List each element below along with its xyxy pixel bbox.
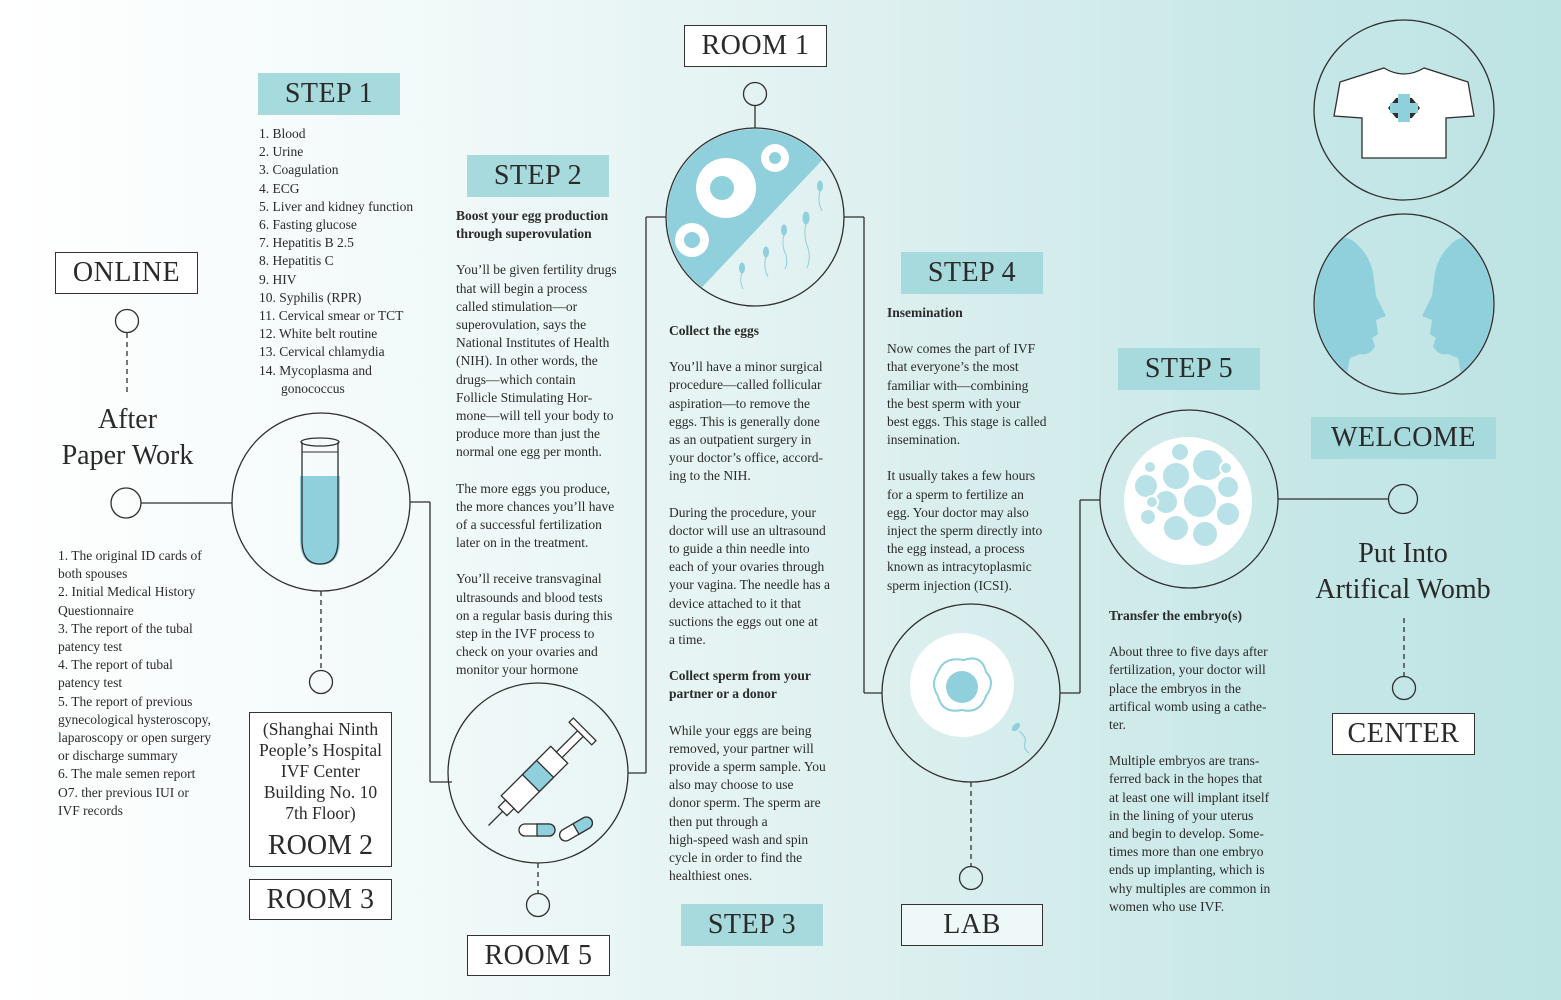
tests-list [259,125,449,398]
hospital-address: (Shanghai Ninth People’s Hospital IVF Center Building No. 10 7th Floor) [259,719,382,823]
step5-text: Transfer the embryo(s) About three to five days after fertilization, your doctor will place the embryos in the artifical womb using a cathe- ter. Multiple embryos are trans- ferred back in the hopes that at least one will implant itself in the lining of your uterus and begin to develop. Some- times more than one embryo ends up implanting, which is why multiples are common in women who use IVF. [1109,608,1271,914]
online-label: ONLINE [55,252,198,294]
lab-label: LAB [901,904,1043,946]
test-tube-icon [300,438,340,565]
documents-list [58,547,238,820]
list-item: patency test [58,639,123,655]
list-item: 1. The original ID cards of [58,548,202,563]
list-item: 11. Cervical smear or TCT [259,308,404,324]
center-label: CENTER [1332,713,1475,755]
room1-label: ROOM 1 [684,25,827,67]
list-item: 5. The report of previous [58,693,193,709]
womb-title: Put Into Artifical Womb [1315,538,1491,605]
syringe-icon [477,718,596,843]
node-room2 [310,671,333,694]
list-item: 3. The report of the tubal [58,620,193,636]
node-lab [960,867,983,890]
list-item: 2. Initial Medical History [58,584,196,600]
list-item: 6. Fasting glucose [259,217,357,233]
embryo-cells-icon [1124,437,1252,565]
list-item: 4. ECG [259,180,300,196]
list-item: 2. Urine [259,144,304,160]
fertilized-egg-icon [910,633,1029,753]
list-item: 1. Blood [259,126,306,141]
node-welcome [1389,485,1418,514]
list-item: laparoscopy or open surgery [58,730,212,746]
list-item: gynecological hysteroscopy, [58,711,211,727]
list-item: or discharge summary [58,748,178,764]
list-item: 10. Syphilis (RPR) [259,289,362,305]
step4-label: STEP 4 [901,252,1043,294]
list-item: patency test [58,675,123,691]
faces-profile-icon [1300,220,1508,400]
list-item: 9. HIV [259,271,297,287]
list-item: 13. Cervical chlamydia [259,344,385,360]
node-room5 [527,894,550,917]
list-item: 7. Hepatitis B 2.5 [259,235,354,251]
room5-label: ROOM 5 [467,935,610,976]
list-item: Questionnaire [58,602,134,618]
list-item: 3. Coagulation [259,162,339,178]
hospital-box [249,712,392,867]
step1-label: STEP 1 [258,73,400,115]
node-room1 [744,83,767,106]
paperwork-title: After Paper Work [61,404,194,471]
list-item: 12. White belt routine [259,326,378,342]
list-item: 8. Hepatitis C [259,253,334,269]
step3-label: STEP 3 [681,904,823,946]
welcome-label: WELCOME [1311,417,1496,459]
step2-text: Boost your egg production through superovulation You’ll be given fertility drugs that will begin a process called stimulation—or superovulation, says the National Institutes of Health (NIH). In other words, the drugs—which contain Follicle Stimulating Hor- mone—will tell your body to produce more than just the normal one egg per month. The more eggs you produce, the more chances you’ll have of a successful fertilization later on in the treatment. You’ll receive transvaginal ultrasounds and blood tests on a regular basis during this step in the IVF process to check on your ovaries and monitor your hormone [456,208,617,678]
room2-label: ROOM 2 [267,830,373,861]
step2-label: STEP 2 [467,155,609,197]
list-item: 5. Liver and kidney function [259,198,414,214]
node-center [1393,677,1416,700]
list-item: both spouses [58,566,128,582]
list-item: gonococcus [281,380,345,396]
node-paperwork [111,488,141,518]
eggs-sperm-icon [660,120,860,300]
list-item: 4. The report of tubal [58,657,173,673]
node-online-top [116,310,139,333]
list-item: O7. ther previous IUI or [58,784,189,800]
step3-text: Collect the eggs You’ll have a minor surgical procedure—called follicular aspiration—to remove the eggs. This is generally done as an outpatient surgery in your doctor’s office, accord- ing to the NIH. During the procedure, your doctor will use an ultrasound to guide a thin needle into each of your ovaries through your vagina. The needle has a device attached to it that suctions the eggs out one at a time. Collect sperm from your partner or a donor While your eggs are being removed, your partner will provide a sperm sample. You also may choose to use donor sperm. The sperm are then put through a high-speed wash and spin cycle in order to find the healthiest ones. [669,323,830,884]
list-item: 6. The male semen report [58,766,196,782]
tshirt-logo-icon [1334,68,1474,158]
step4-text: Insemination Now comes the part of IVF that everyone’s the most familiar with—combining the best sperm with your best eggs. This stage is called insemination. It usually takes a few hours for a sperm to fertilize an egg. Your doctor may also inject the sperm directly into the egg instead, a process known as intracytoplasmic sperm injection (ICSI). [887,305,1047,593]
list-item: 14. Mycoplasma and [259,362,372,378]
room3-label: ROOM 3 [249,879,392,920]
step5-label: STEP 5 [1118,348,1260,390]
list-item: IVF records [58,802,123,818]
